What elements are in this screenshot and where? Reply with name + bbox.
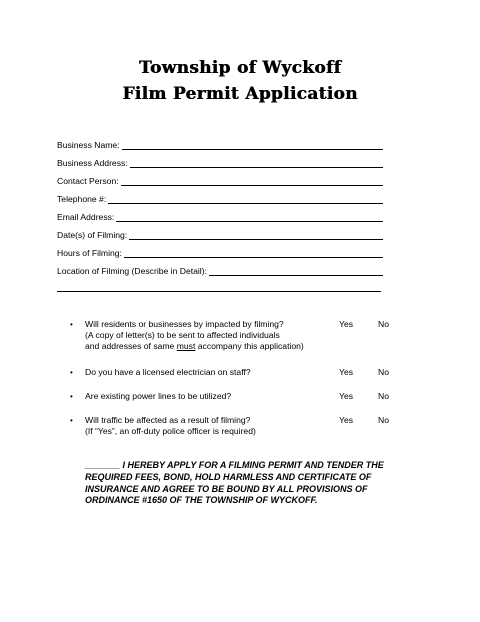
field-label: Business Name: <box>57 140 120 150</box>
field-label: Business Address: <box>57 158 128 168</box>
field-label: Contact Person: <box>57 176 119 186</box>
no-option[interactable]: No <box>378 319 389 329</box>
page-subtitle: Film Permit Application <box>122 84 358 104</box>
yes-option[interactable]: Yes <box>339 367 354 377</box>
question-text: Are existing power lines to be utilized? <box>85 391 232 401</box>
bullet-icon: • <box>70 392 73 401</box>
business-name-field[interactable] <box>57 138 383 150</box>
filming-dates-field[interactable] <box>57 228 383 240</box>
declaration-line: INSURANCE AND AGREE TO BE BOUND BY ALL PROVISIONS OF <box>85 483 368 494</box>
yes-option[interactable]: Yes <box>339 319 354 329</box>
fill-line[interactable] <box>124 248 383 258</box>
fill-line[interactable] <box>129 230 383 240</box>
declaration-line: ORDINANCE #1650 OF THE TOWNSHIP OF WYCKOFF. <box>85 495 318 506</box>
field-label: Email Address: <box>57 212 115 222</box>
no-option[interactable]: No <box>378 415 389 425</box>
no-option[interactable]: No <box>378 391 389 401</box>
yes-option[interactable]: Yes <box>339 391 354 401</box>
page-title: Township of Wyckoff <box>138 58 342 78</box>
field-label: Telephone #: <box>57 194 107 204</box>
telephone-field[interactable] <box>57 192 383 204</box>
business-address-field[interactable] <box>57 156 383 168</box>
fill-line[interactable] <box>121 176 383 186</box>
question-text: Will residents or businesses by impacted by filming? (A copy of letter(s) to be sent to affected individuals and addresses of same must accompany this application) <box>85 319 304 351</box>
fill-line[interactable] <box>209 266 383 276</box>
bullet-icon: • <box>70 416 73 425</box>
fill-line[interactable] <box>108 194 383 204</box>
email-address-field[interactable] <box>57 210 383 222</box>
declaration-line: _______ I HEREBY APPLY FOR A FILMING PERMIT AND TENDER THE <box>85 460 384 470</box>
field-label: Location of Filming (Describe in Detail): <box>57 266 207 276</box>
no-option[interactable]: No <box>378 367 389 377</box>
filming-hours-field[interactable] <box>57 246 383 258</box>
declaration-line: REQUIRED FEES, BOND, HOLD HARMLESS AND CERTIFICATE OF <box>85 471 372 482</box>
bullet-icon: • <box>70 320 73 329</box>
fill-line[interactable] <box>116 212 383 222</box>
location-continuation-line[interactable] <box>57 291 381 292</box>
fill-line[interactable] <box>130 158 383 168</box>
filming-location-field[interactable] <box>57 264 383 276</box>
contact-person-field[interactable] <box>57 174 383 186</box>
bullet-icon: • <box>70 368 73 377</box>
yes-option[interactable]: Yes <box>339 415 354 425</box>
field-label: Date(s) of Filming: <box>57 230 128 240</box>
question-text: Do you have a licensed electrician on staff? <box>85 367 251 377</box>
question-text: Will traffic be affected as a result of filming? (If “Yes”, an off-duty police officer is required) <box>85 415 256 436</box>
field-label: Hours of Filming: <box>57 248 122 258</box>
fill-line[interactable] <box>122 140 383 150</box>
declaration-statement <box>85 460 415 507</box>
